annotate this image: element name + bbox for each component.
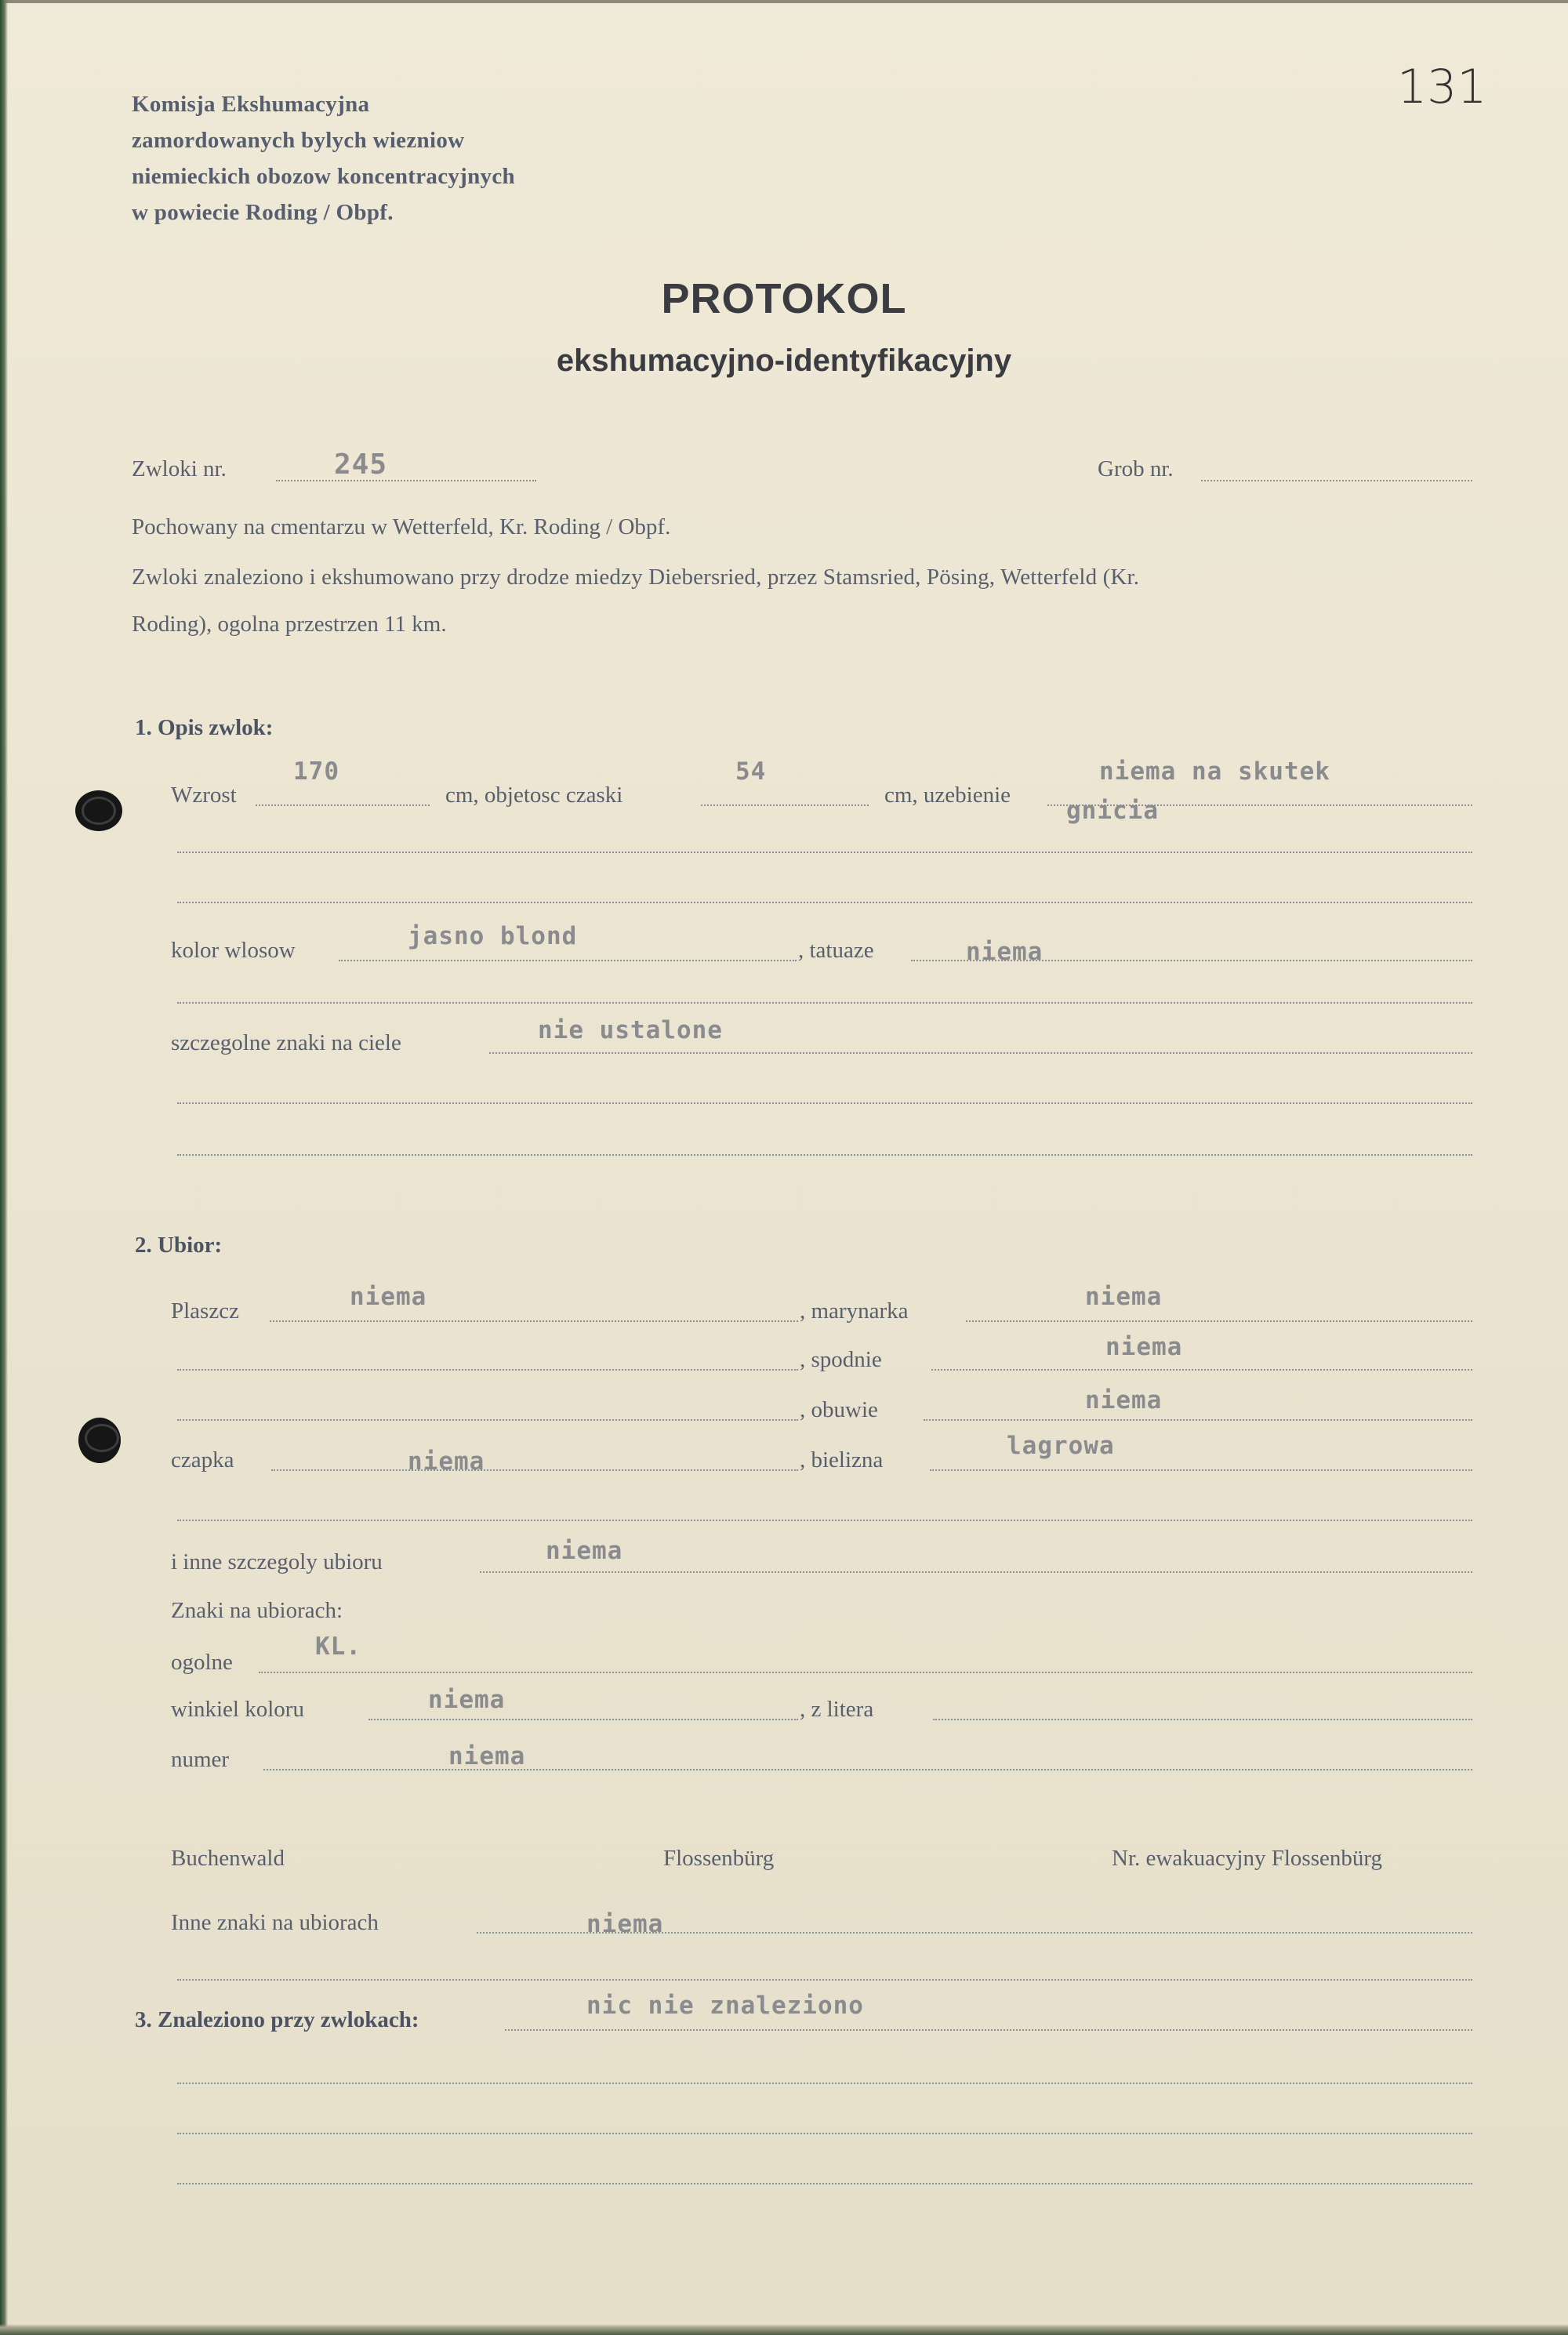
paper-bottom-edge [0, 2324, 1568, 2335]
found-text-line1: Zwloki znaleziono i ekshumowano przy drodze miedzy Diebersried, przez Stamsried, Pösing, Wetterfeld (Kr. [132, 565, 1140, 590]
spodnie-value: niema [1105, 1333, 1183, 1361]
marynarka-value: niema [1085, 1283, 1163, 1311]
buried-text: Pochowany na cmentarzu w Wetterfeld, Kr. Roding / Obpf. [132, 514, 671, 539]
plaszcz-value: niema [350, 1283, 427, 1311]
czapka-value: niema [408, 1447, 485, 1476]
litera-label: , z litera [800, 1697, 874, 1722]
kolor-value: jasno blond [408, 922, 578, 950]
marynarka-label: , marynarka [800, 1298, 909, 1324]
punch-hole-icon [75, 790, 122, 831]
znaki-label: szczegolne znaki na ciele [171, 1030, 401, 1055]
commission-header [132, 86, 515, 231]
inne-znaki-label: Inne znaki na ubiorach [171, 1910, 379, 1935]
znaki-ubior-label: Znaki na ubiorach: [171, 1598, 343, 1623]
bielizna-value: lagrowa [1007, 1432, 1115, 1460]
page-number: 131 [1397, 60, 1487, 114]
paper-top-edge [0, 0, 1568, 3]
section3-value: nic nie znaleziono [586, 1992, 864, 2020]
numer-value: niema [448, 1742, 526, 1770]
ewakuacyjny-label: Nr. ewakuacyjny Flossenbürg [1112, 1846, 1382, 1871]
inne-value: niema [546, 1537, 623, 1565]
zwloki-label: Zwloki nr. [132, 456, 227, 481]
commission-line: niemieckich obozow koncentracyjnych [132, 164, 515, 189]
ogolne-label: ogolne [171, 1650, 233, 1675]
czapka-label: czapka [171, 1447, 234, 1473]
wzrost-value: 170 [293, 757, 339, 786]
winkiel-label: winkiel koloru [171, 1697, 304, 1722]
buchenwald-label: Buchenwald [171, 1846, 285, 1871]
czaszka-value: 54 [735, 757, 767, 786]
tatuaze-value: niema [966, 938, 1044, 966]
section1-heading: 1. Opis zwlok: [135, 715, 274, 740]
czaszka-label: cm, objetosc czaski [445, 783, 623, 808]
grob-label: Grob nr. [1098, 456, 1174, 481]
uzebienie-label: cm, uzebienie [884, 783, 1011, 808]
numer-label: numer [171, 1747, 230, 1772]
wzrost-label: Wzrost [171, 783, 237, 808]
bielizna-label: , bielizna [800, 1447, 884, 1473]
winkiel-value: niema [428, 1686, 506, 1714]
section2-heading: 2. Ubior: [135, 1233, 223, 1258]
commission-line: w powiecie Roding / Obpf. [132, 200, 394, 225]
uzebienie-value: niema na skutek [1099, 757, 1330, 786]
spodnie-label: , spodnie [800, 1347, 882, 1372]
commission-line: Komisja Ekshumacyjna [132, 92, 370, 117]
plaszcz-label: Plaszcz [171, 1298, 239, 1324]
document-title: PROTOKOL [661, 275, 907, 322]
obuwie-value: niema [1085, 1386, 1163, 1414]
found-text-line2: Roding), ogolna przestrzen 11 km. [132, 612, 447, 637]
ogolne-value: KL. [315, 1632, 361, 1661]
commission-line: zamordowanych bylych wiezniow [132, 128, 465, 153]
punch-hole-icon [78, 1418, 121, 1463]
flossenburg-label: Flossenbürg [663, 1846, 775, 1871]
section3-heading: 3. Znaleziono przy zwlokach: [135, 2007, 419, 2032]
document-subtitle: ekshumacyjno-identyfikacyjny [556, 343, 1012, 378]
zwloki-value: 245 [334, 448, 388, 481]
inne-label: i inne szczegoly ubioru [171, 1549, 383, 1574]
kolor-label: kolor wlosow [171, 938, 296, 963]
uzebienie-value-cont: gnicia [1066, 797, 1159, 825]
tatuaze-label: , tatuaze [798, 938, 874, 963]
znaki-value: nie ustalone [538, 1016, 723, 1044]
obuwie-label: , obuwie [800, 1397, 878, 1422]
inne-znaki-value: niema [586, 1910, 664, 1938]
